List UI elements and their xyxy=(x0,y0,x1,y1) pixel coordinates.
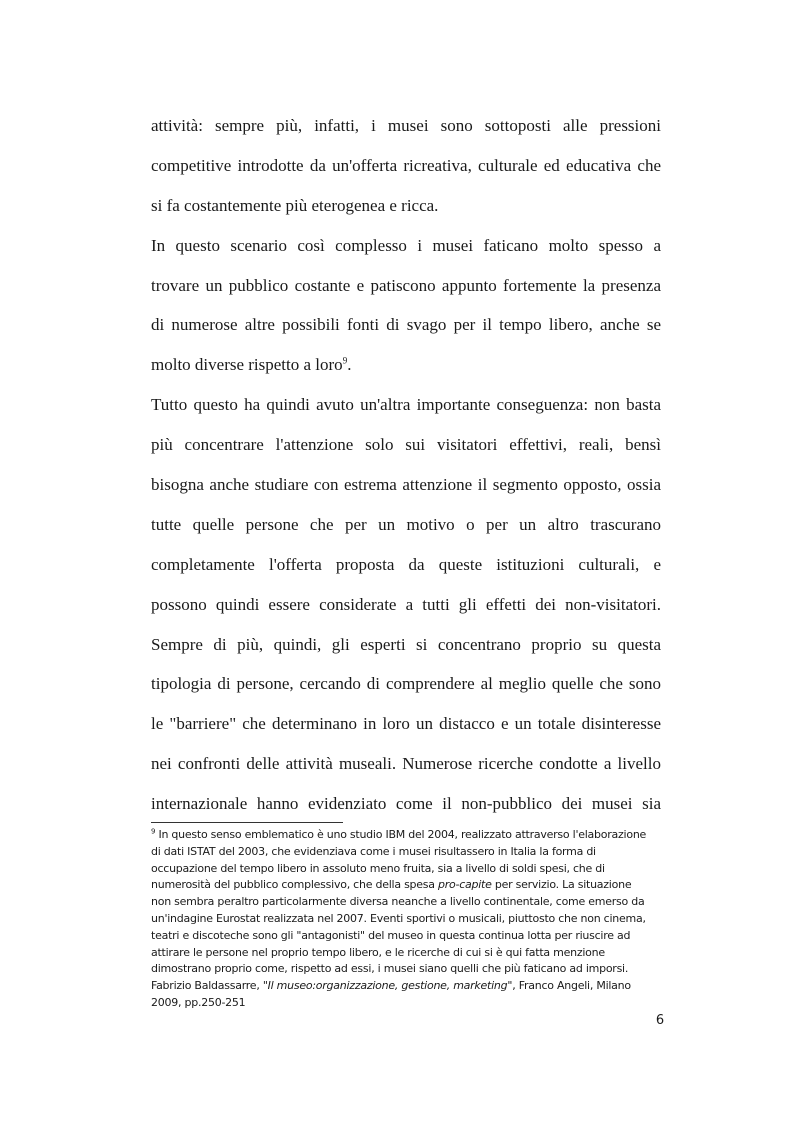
footnote-reference[interactable]: 9 xyxy=(342,355,348,366)
footnote xyxy=(151,827,663,1012)
text-line: tipologia di persone, cercando di comprendere al meglio quelle che sono xyxy=(151,674,661,694)
text-line: più concentrare l'attenzione solo sui visitatori effettivi, reali, bensì xyxy=(151,435,661,455)
footnote-line: di dati ISTAT del 2003, che evidenziava come i musei risultassero in Italia la forma di xyxy=(151,844,596,858)
footnote-text: Fabrizio Baldassarre, " xyxy=(151,979,268,993)
body-text xyxy=(151,108,661,826)
footnote-line: teatri e discoteche sono gli "antagonisti" del museo in questa continua lotta per riuscire ad xyxy=(151,928,631,942)
text-line: Tutto questo ha quindi avuto un'altra importante conseguenza: non basta xyxy=(151,395,661,415)
footnote-line: attirare le persone nel proprio tempo libero, e le ricerche di cui si è qui fatta menzione xyxy=(151,945,605,959)
text-line: Sempre di più, quindi, gli esperti si concentrano proprio su questa xyxy=(151,634,661,654)
footnote-line: non sembra peraltro particolarmente diversa neanche a livello continentale, come emerso da xyxy=(151,895,645,909)
text-line: internazionale hanno evidenziato come il non-pubblico dei musei sia xyxy=(151,794,661,814)
text-line: tutte quelle persone che per un motivo o per un altro trascurano xyxy=(151,514,661,534)
text-segment: molto diverse rispetto a loro xyxy=(151,355,343,375)
text-line: le "barriere" che determinano in loro un distacco e un totale disinteresse xyxy=(151,714,661,734)
text-line xyxy=(151,347,661,387)
footnote-italic: Il museo:organizzazione, gestione, marketing xyxy=(267,979,508,993)
footnote-text: per servizio. La situazione xyxy=(491,878,632,892)
text-line: attività: sempre più, infatti, i musei sono sottoposti alle pressioni xyxy=(151,116,661,135)
text-line: competitive introdotte da un'offerta ricreativa, culturale ed educativa che xyxy=(151,155,661,175)
footnote-text: numerosità del pubblico complessivo, che della spesa xyxy=(151,878,439,892)
footnote-line xyxy=(151,978,663,995)
footnote-line: dimostrano proprio come, rispetto ad essi, i musei siano quelli che più faticano ad imporsi. xyxy=(151,962,629,976)
text-line: si fa costantemente più eterogenea e ricca. xyxy=(151,195,439,215)
page-number: 6 xyxy=(655,1013,665,1028)
footnote-line xyxy=(151,827,663,844)
footnote-line: 2009, pp.250-251 xyxy=(151,995,246,1009)
text-line: nei confronti delle attività museali. Numerose ricerche condotte a livello xyxy=(151,754,661,774)
footnote-separator xyxy=(151,822,343,823)
text-line: possono quindi essere considerate a tutti gli effetti dei non-visitatori. xyxy=(151,594,661,614)
text-line: bisogna anche studiare con estrema attenzione il segmento opposto, ossia xyxy=(151,475,661,495)
text-line: completamente l'offerta proposta da queste istituzioni culturali, e xyxy=(151,554,661,574)
footnote-text: ", Franco Angeli, Milano xyxy=(507,979,631,993)
text-line: di numerose altre possibili fonti di svago per il tempo libero, anche se xyxy=(151,315,661,335)
footnote-text: In questo senso emblematico è uno studio IBM del 2004, realizzato attraverso l'elaborazione xyxy=(155,828,647,841)
text-segment: . xyxy=(347,355,352,375)
text-line: trovare un pubblico costante e patiscono appunto fortemente la presenza xyxy=(151,275,661,295)
footnote-number: 9 xyxy=(151,827,156,836)
footnote-line: occupazione del tempo libero in assoluto meno fruita, sia a livello di soldi spesi, che di xyxy=(151,861,605,875)
text-line: In questo scenario così complesso i musei faticano molto spesso a xyxy=(151,235,661,255)
footnote-line xyxy=(151,877,663,894)
footnote-line: un'indagine Eurostat realizzata nel 2007. Eventi sportivi o musicali, piuttosto che non cinema, xyxy=(151,911,646,925)
footnote-italic: pro-capite xyxy=(438,878,492,892)
